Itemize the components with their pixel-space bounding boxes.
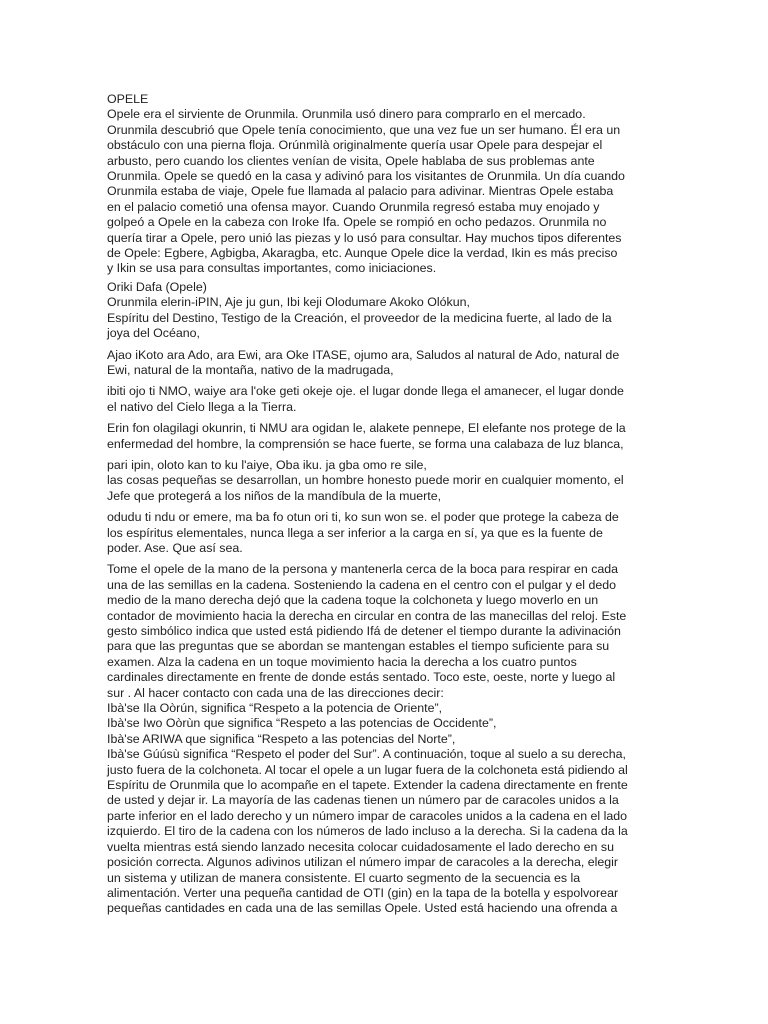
- text-line: Ibà'se Gúúsù significa “Respeto el poder del Sur”. A continuación, toque al suelo a su derecha,: [107, 747, 626, 762]
- text-line: medio de la mano derecha dejó que la cadena toque la colchoneta y luego moverlo en un: [107, 593, 599, 608]
- text-line: Erin fon olagilagi okunrin, ti NMU ara ogidan le, alakete pennepe, El elefante nos protege de la: [107, 421, 626, 436]
- oriki-block-3: [107, 384, 659, 415]
- text-line: Ibà'se ARIWA que significa “Respeto a las potencias del Norte”,: [107, 731, 456, 746]
- text-line: Orunmila elerin-iPIN, Aje ju gun, Ibi keji Olodumare Akoko Olókun,: [107, 295, 470, 310]
- text-line: obstáculo con una pierna floja. Orúnmìlà originalmente quería usar Opele para despejar el: [107, 138, 603, 153]
- text-line: parte inferior en el lado derecho y un número impar de caracoles unidos a la cadena en el lado: [107, 808, 628, 823]
- text-line: una de las semillas en la cadena. Sosteniendo la cadena en el centro con el pulgar y el dedo: [107, 577, 617, 592]
- text-line: gesto simbólico indica que usted está pidiendo Ifá de detener el tiempo durante la adivinación: [107, 624, 621, 638]
- text-line: cardinales directamente en frente de donde estás sentado. Toco este, oeste, norte y luego al: [107, 670, 616, 685]
- text-line: izquierdo. El tiro de la cadena con los números de lado incluso a la derecha. Si la cadena da la: [107, 824, 628, 839]
- text-line: de usted y dejar ir. La mayoría de las cadenas tienen un número par de caracoles unidos a la: [107, 793, 619, 808]
- title-text: OPELE: [107, 92, 149, 106]
- text-line: Ewi, natural de la montaña, nativo de la madrugada,: [107, 362, 394, 377]
- text-line: vuelta mientras está siendo lanzado necesita colocar cuidadosamente el lado derecho en su: [107, 839, 614, 854]
- text-line: enfermedad del hombre, la comprensión se hace fuerte, se forma una calabaza de luz blanca,: [107, 436, 624, 451]
- text-line: los espíritus elementales, nunca llega a ser inferior a la carga en sí, ya que es la fuente de: [107, 525, 603, 540]
- document-page: [107, 92, 659, 917]
- text-line: odudu ti ndu or emere, ma ba fo otun ori ti, ko sun won se. el poder que protege la cabeza de: [107, 510, 619, 525]
- text-line: y Ikin se usa para consultas importantes, como iniciaciones.: [107, 261, 437, 276]
- text-line: Opele era el sirviente de Orunmila. Orunmila usó dinero para comprarlo en el mercado.: [107, 107, 586, 122]
- text-line: pari ipin, oloto kan to ku l'aiye, Oba iku. ja gba omo re sile,: [107, 457, 427, 472]
- text-line: examen. Alza la cadena en un toque movimiento hacia la derecha a los cuatro puntos: [107, 654, 577, 669]
- text-line: poder. Ase. Que así sea.: [107, 540, 243, 555]
- text-line: Ajao iKoto ara Ado, ara Ewi, ara Oke ITASE, ojumo ara, Saludos al natural de Ado, natural de: [107, 347, 620, 362]
- text-line: Espíritu del Destino, Testigo de la Creación, el proveedor de la medicina fuerte, al lado de la: [107, 310, 612, 325]
- text-line: para que las preguntas que se abordan se mantengan estables el tiempo suficiente para su: [107, 639, 610, 654]
- instructions-paragraph: [107, 562, 659, 916]
- text-line: arbusto, pero cuando los clientes venían de visita, Opele hablaba de sus problemas ante: [107, 153, 595, 168]
- text-line: Orunmila estaba de viaje, Opele fue llamada al palacio para adivinar. Mientras Opele estaba: [107, 184, 614, 199]
- text-line: contador de movimiento hacia la derecha en circular en contra de las manecillas del reloj. Este: [107, 608, 627, 623]
- oriki-block-5: [107, 458, 659, 504]
- text-line: alimentación. Verter una pequeña cantidad de OTI (gin) en la tapa de la botella y espolvorear: [107, 885, 619, 900]
- oriki-block-2: [107, 348, 659, 379]
- document-title: [107, 92, 659, 107]
- text-line: Espíritu de Orunmila que lo acompañe en el tapete. Extender la cadena directamente en frente: [107, 778, 628, 793]
- text-line: las cosas pequeñas se desarrollan, un hombre honesto puede morir en cualquier momento, el: [107, 473, 624, 488]
- intro-paragraph: [107, 107, 659, 276]
- text-line: justo fuera de la colchoneta. Al tocar el opele a un lugar fuera de la colchoneta está pidiendo al: [107, 762, 628, 777]
- text-line: Orunmila descubrió que Opele tenía conocimiento, que una vez fue un ser humano. Él era un: [107, 122, 621, 137]
- text-line: golpeó a Opele en la cabeza con Iroke Ifa. Opele se rompió en ocho pedazos. Orunmila no: [107, 215, 607, 230]
- text-line: Ibà'se Ila Oòrún, significa “Respeto a la potencia de Oriente”,: [107, 701, 443, 716]
- text-line: Tome el opele de la mano de la persona y mantenerla cerca de la boca para respirar en cada: [107, 562, 619, 577]
- text-line: de Opele: Egbere, Agbigba, Akaragba, etc. Aunque Opele dice la verdad, Ikin es más preciso: [107, 246, 618, 261]
- text-line: sur . Al hacer contacto con cada una de las direcciones decir:: [107, 685, 444, 700]
- text-line: pequeñas cantidades en cada una de las semillas Opele. Usted está haciendo una ofrenda a: [107, 901, 618, 916]
- text-line: Jefe que protegerá a los niños de la mandíbula de la muerte,: [107, 488, 442, 503]
- text-line: ibiti ojo ti NMO, waiye ara l'oke geti okeje oje. el lugar donde llega el amanecer, el lugar donde: [107, 384, 624, 399]
- text-line: posición correcta. Algunos adivinos utilizan el número impar de caracoles a la derecha, elegir: [107, 855, 619, 870]
- oriki-title-text: Oriki Dafa (Opele): [107, 279, 207, 294]
- text-line: el nativo del Cielo llega a la Tierra.: [107, 399, 297, 414]
- text-line: un sistema y utilizan de manera consistente. El cuarto segmento de la secuencia es la: [107, 870, 581, 885]
- oriki-block-1: [107, 295, 659, 341]
- oriki-title: [107, 280, 659, 295]
- text-line: Ibà'se Iwo Oòrùn que significa “Respeto a las potencias de Occidente”,: [107, 716, 497, 731]
- text-line: joya del Océano,: [107, 326, 200, 341]
- oriki-block-4: [107, 421, 659, 452]
- oriki-block-6: [107, 510, 659, 556]
- text-line: Orunmila. Opele se quedó en la casa y adivinó para los visitantes de Orunmila. Un día cuando: [107, 169, 625, 184]
- text-line: en el palacio cometió una ofensa mayor. Cuando Orunmila regresó estaba muy enojado y: [107, 199, 600, 214]
- text-line: quería tirar a Opele, pero unió las piezas y lo usó para consultar. Hay muchos tipos diferentes: [107, 230, 622, 245]
